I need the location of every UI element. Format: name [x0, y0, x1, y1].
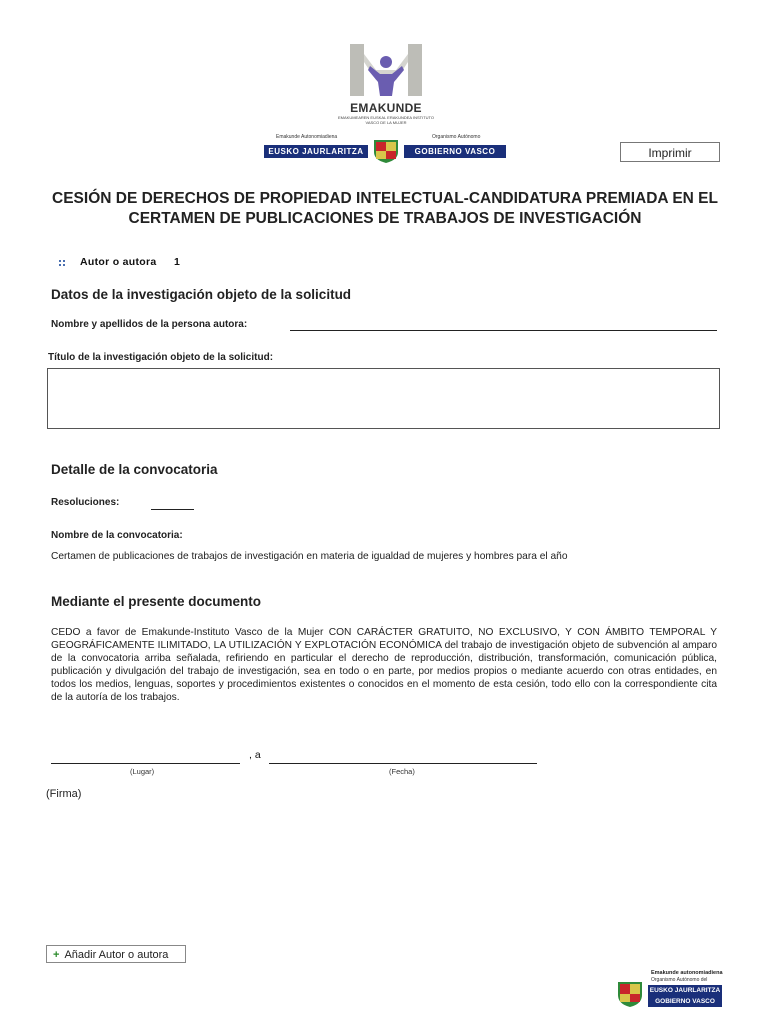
- place-field[interactable]: [51, 763, 240, 764]
- org-name: EMAKUNDE: [350, 101, 422, 115]
- page-title: CESIÓN DE DERECHOS DE PROPIEDAD INTELECTUAL-CANDIDATURA PREMIADA EN EL CERTAMEN DE PUBLICACIONES DE TRABAJOS DE INVESTIGACIÓN: [52, 190, 718, 227]
- research-heading: Datos de la investigación objeto de la solicitud: [51, 287, 352, 302]
- author-number: 1: [174, 256, 180, 268]
- footer-logo-label1: Emakunde autonomiadiena: [651, 970, 723, 976]
- author-label: Autor o autora: [80, 256, 157, 268]
- gov-name-right: GOBIERNO VASCO: [404, 145, 506, 158]
- call-heading: Detalle de la convocatoria: [51, 462, 218, 477]
- footer-gov-name1: EUSKO JAURLARITZA: [649, 987, 721, 994]
- research-title-field[interactable]: [47, 368, 720, 429]
- author-name-field[interactable]: [290, 330, 717, 331]
- signature-label: (Firma): [46, 788, 82, 800]
- drag-handle-icon[interactable]: [59, 260, 67, 268]
- add-author-button[interactable]: [46, 945, 186, 963]
- call-name-label: Nombre de la convocatoria:: [51, 530, 183, 541]
- call-name-value: Certamen de publicaciones de trabajos de investigación en materia de igualdad de mujeres y hombres para el año: [51, 551, 568, 562]
- date-field[interactable]: [269, 763, 537, 764]
- resolutions-field[interactable]: [151, 509, 194, 510]
- gov-label-right: Organismo Autónomo: [432, 134, 481, 140]
- footer-gov-name2: GOBIERNO VASCO: [648, 996, 722, 1007]
- date-caption: (Fecha): [389, 767, 415, 776]
- gov-label-left: Emakunde Autonomiadiena: [276, 134, 338, 140]
- print-button[interactable]: Imprimir: [620, 142, 720, 162]
- research-title-label: Título de la investigación objeto de la solicitud:: [48, 352, 274, 363]
- place-caption: (Lugar): [130, 767, 155, 776]
- document-heading: Mediante el presente documento: [51, 594, 262, 609]
- gov-name-left: EUSKO JAURLARITZA: [264, 145, 368, 158]
- place-date-separator: , a: [249, 749, 261, 761]
- footer-shield-icon: [614, 980, 646, 1008]
- org-subtitle: EMAKUMEAREN EUSKAL ERAKUNDEA INSTITUTO VASCO DE LA MUJER: [337, 115, 435, 125]
- footer-logo-label2: Organismo Autónomo del: [651, 977, 708, 983]
- plus-icon: +: [53, 949, 60, 961]
- cession-text: CEDO a favor de Emakunde-Instituto Vasco de la Mujer CON CARÁCTER GRATUITO, NO EXCLUSIVO, Y CON ÁMBITO TEMPORAL Y GEOGRÁFICAMENTE ILIMITADO, LA UTILIZACIÓN Y EXPLOTACIÓN ECONÓMICA del trabajo de investigación objeto de subvención al amparo de la convocatoria arriba señalada, refiriendo en particular el derecho de reproducción, distribución, transformación, comunicación pública, publicación y divulgación del trabajo de investigación, sea en todo o en parte, por medios propios o mediante acuerdo con otras entidades, en todos los medios, lenguas, soportes y procedimientos existentes o conocidos en el momento de esta cesión, todo ello con la correspondiente cita de la autoría de los trabajos.: [51, 627, 717, 703]
- resolutions-label: Resoluciones:: [51, 497, 120, 508]
- add-author-label: Añadir Autor o autora: [64, 949, 169, 961]
- author-name-label: Nombre y apellidos de la persona autora:: [51, 319, 248, 330]
- gov-shield-icon: [370, 138, 402, 164]
